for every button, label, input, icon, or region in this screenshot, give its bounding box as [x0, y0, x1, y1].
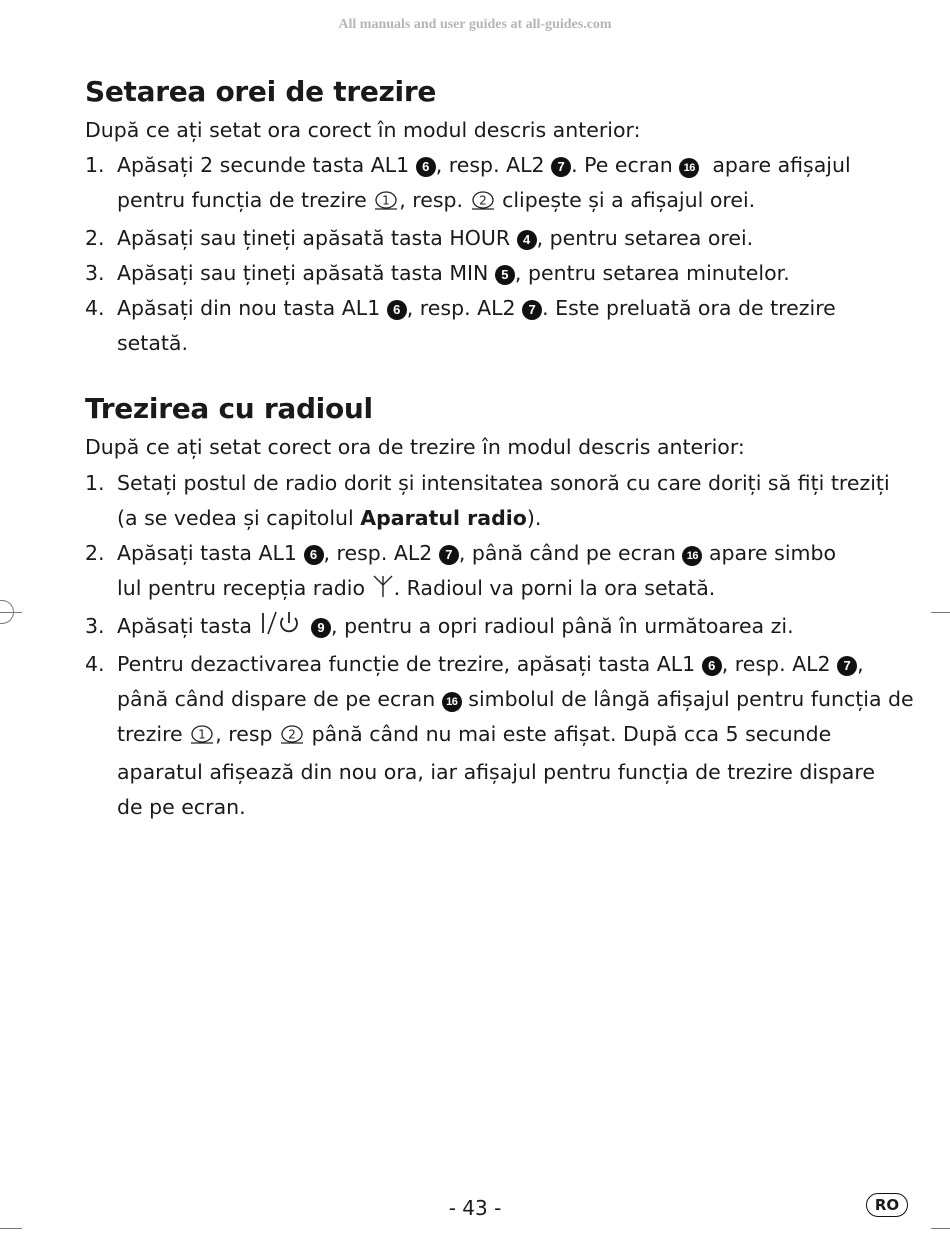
- list-item: [85, 291, 885, 361]
- section-intro: După ce ați setat ora corect în modul descris anterior:: [85, 118, 641, 142]
- text-line: până când dispare de pe ecran 16 simbolul de lângă afișajul pentru funcția de: [117, 687, 914, 711]
- list-number: 3.: [85, 614, 105, 638]
- text-line: Apăsați sau țineți apăsată tasta HOUR 4 , pentru setarea orei.: [117, 226, 754, 250]
- text-line: de pe ecran.: [117, 795, 246, 819]
- chapter-reference: Aparatul radio: [360, 506, 527, 530]
- list-number: 1.: [85, 153, 105, 177]
- text-line: trezire 1 , resp 2 până când nu mai este afișat. După cca 5 secunde: [117, 717, 885, 755]
- key-badge: 16: [682, 546, 702, 566]
- list-item: [85, 609, 885, 647]
- key-badge: 4: [517, 230, 537, 250]
- list-number: 4.: [85, 296, 105, 320]
- list-number: 4.: [85, 652, 105, 676]
- list-number: 3.: [85, 261, 105, 285]
- svg-text:1: 1: [382, 193, 391, 208]
- text-line: Apăsați din nou tasta AL1 6 , resp. AL2 7 . Este preluată ora de trezire: [117, 296, 836, 320]
- list-item: [85, 466, 890, 536]
- list-item: [85, 256, 885, 291]
- text-line: pentru funcția de trezire 1 , resp. 2 clipește și a afișajul orei.: [117, 183, 885, 221]
- text-line: Setați postul de radio dorit și intensitatea sonoră cu care doriți să fiți treziți: [117, 471, 890, 495]
- text-line: (a se vedea și capitolul Aparatul radio).: [117, 506, 542, 530]
- alarm-1-icon: [189, 720, 215, 755]
- list-number: 1.: [85, 471, 105, 495]
- section-heading-alarm-setting: Setarea orei de trezire: [85, 75, 437, 108]
- key-badge: 7: [551, 157, 571, 177]
- key-badge: 7: [837, 656, 857, 676]
- radio-alarm-steps: [85, 466, 914, 825]
- alarm-setting-steps: [85, 148, 885, 361]
- key-badge: 6: [416, 157, 436, 177]
- watermark: All manuals and user guides at all-guides.com: [338, 17, 612, 32]
- alarm-2-icon: [279, 720, 305, 755]
- registration-mark: [0, 600, 14, 624]
- crop-mark: [0, 1228, 22, 1229]
- text-line: Apăsați 2 secunde tasta AL1 6 , resp. AL2 7 . Pe ecran 16 apare afișajul: [117, 153, 851, 177]
- text-line: lul pentru recepția radio . Radioul va porni la ora setată.: [117, 571, 885, 609]
- text-line: setată.: [117, 331, 189, 355]
- text-line: Apăsați tasta 9 , pentru a opri radioul până în următoarea zi.: [117, 609, 885, 647]
- svg-text:1: 1: [198, 727, 207, 742]
- crop-mark: [931, 612, 950, 613]
- text-line: Apăsați sau țineți apăsată tasta MIN 5 , pentru setarea minutelor.: [117, 261, 790, 285]
- language-badge: RO: [866, 1193, 908, 1217]
- svg-text:2: 2: [288, 727, 296, 742]
- list-item: [85, 536, 885, 609]
- key-badge: 5: [495, 265, 515, 285]
- key-badge: 6: [702, 656, 722, 676]
- text-line: Pentru dezactivarea funcție de trezire, apăsați tasta AL1 6 , resp. AL2 7 ,: [117, 652, 864, 676]
- key-badge: 9: [311, 618, 331, 638]
- section-intro: După ce ați setat corect ora de trezire în modul descris anterior:: [85, 435, 745, 459]
- key-badge: 7: [439, 545, 459, 565]
- key-badge: 7: [522, 300, 542, 320]
- standby-power-icon: [259, 610, 305, 647]
- list-item: [85, 647, 914, 825]
- section-heading-radio-alarm: Trezirea cu radioul: [85, 392, 373, 425]
- list-item: [85, 148, 885, 221]
- svg-text:2: 2: [478, 193, 487, 208]
- alarm-1-icon: [373, 186, 399, 221]
- list-number: 2.: [85, 541, 105, 565]
- list-number: 2.: [85, 226, 105, 250]
- key-badge: 16: [442, 692, 462, 712]
- list-item: [85, 221, 885, 256]
- text-line: Apăsați tasta AL1 6 , resp. AL2 7 , până când pe ecran 16 apare simbo: [117, 541, 837, 565]
- key-badge: 6: [387, 300, 407, 320]
- text-line: aparatul afișează din nou ora, iar afișajul pentru funcția de trezire dispare: [117, 760, 875, 784]
- alarm-2-icon: [470, 186, 496, 221]
- radio-antenna-icon: [372, 574, 394, 609]
- crop-mark: [931, 1228, 950, 1229]
- key-badge: 6: [304, 545, 324, 565]
- page-number: - 43 -: [448, 1196, 502, 1220]
- key-badge: 16: [679, 158, 699, 178]
